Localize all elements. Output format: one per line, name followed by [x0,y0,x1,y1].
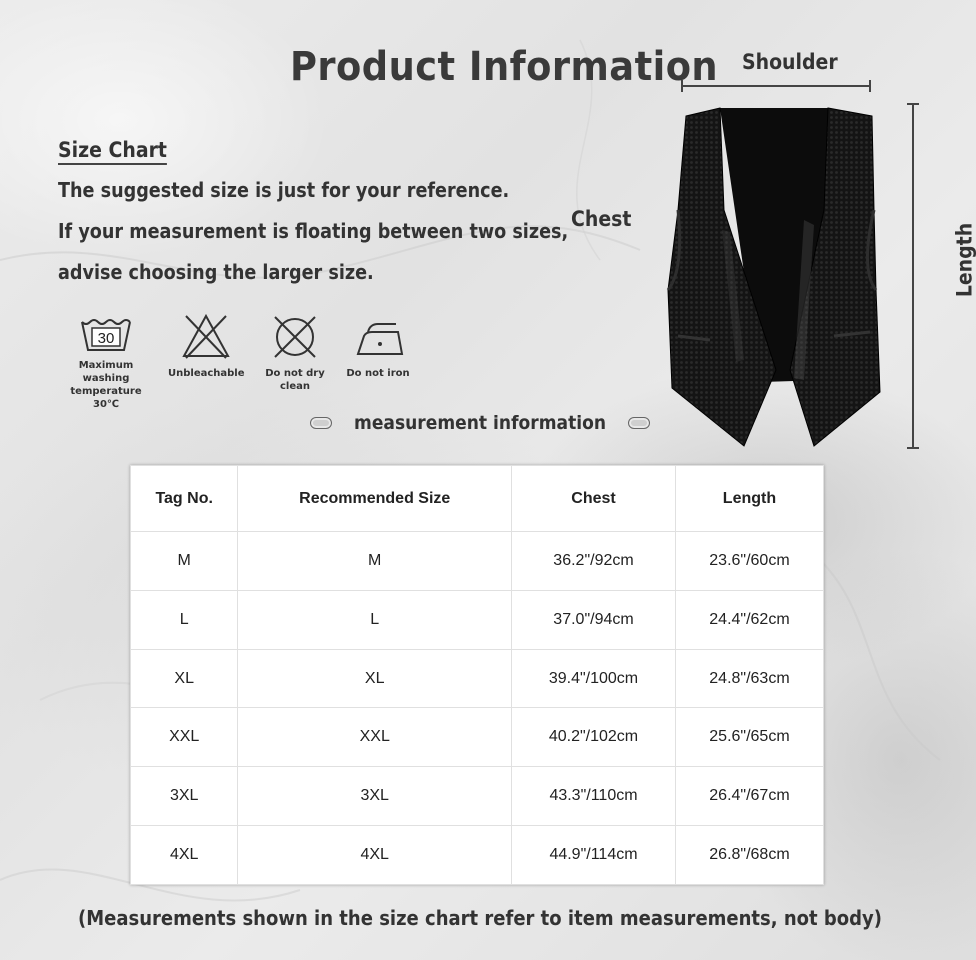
care-label-line: Maximum washing [78,360,134,384]
cell-recommended: XL [238,649,512,708]
header-recommended-size: Recommended Size [238,466,512,532]
cell-tag: 3XL [131,767,238,826]
care-label-line: Do not iron [346,368,410,379]
care-label-line: Do not dry clean [265,368,325,392]
header-tag-no: Tag No. [131,466,238,532]
cell-chest: 36.2"/92cm [512,532,676,591]
chest-label: Chest [571,207,632,231]
table-row [131,767,824,826]
cell-recommended: 3XL [238,767,512,826]
description-line-2: If your measurement is floating between two sizes, [58,219,569,243]
cell-recommended: XXL [238,708,512,767]
page-title: Product Information [290,44,719,90]
sequin-vest-image [664,100,894,450]
cell-length: 23.6"/60cm [675,532,823,591]
cell-recommended: L [238,590,512,649]
cell-tag: XL [131,649,238,708]
table-header-row [131,466,824,532]
cell-length: 26.4"/67cm [675,767,823,826]
cell-recommended: 4XL [238,826,512,885]
cell-length: 24.4"/62cm [675,590,823,649]
cell-chest: 39.4"/100cm [512,649,676,708]
table-row [131,708,824,767]
table-row [131,590,824,649]
cell-tag: L [131,590,238,649]
cell-tag: XXL [131,708,238,767]
cell-length: 25.6"/65cm [675,708,823,767]
size-chart-heading: Size Chart [58,138,167,165]
cell-chest: 43.3"/110cm [512,767,676,826]
table-row [131,532,824,591]
care-label-line: Unbleachable [168,368,245,379]
size-table [130,465,824,885]
header-chest: Chest [512,466,676,532]
footer-note: (Measurements shown in the size chart refer to item measurements, not body) [77,906,883,930]
measurement-info-label: measurement information [353,412,607,434]
length-label: Length [952,222,976,298]
shoulder-label: Shoulder [742,50,838,74]
cell-chest: 40.2"/102cm [512,708,676,767]
cell-recommended: M [238,532,512,591]
description-line-3: advise choosing the larger size. [58,260,374,284]
cell-length: 26.8"/68cm [675,826,823,885]
cell-chest: 44.9"/114cm [512,826,676,885]
cell-chest: 37.0"/94cm [512,590,676,649]
care-label-line: temperature 30℃ [70,386,142,410]
table-row [131,826,824,885]
table-row [131,649,824,708]
wash-temp-number: 30 [97,330,115,347]
cell-tag: M [131,532,238,591]
cell-tag: 4XL [131,826,238,885]
description-line-1: The suggested size is just for your reference. [58,178,510,202]
cell-length: 24.8"/63cm [675,649,823,708]
header-length: Length [675,466,823,532]
